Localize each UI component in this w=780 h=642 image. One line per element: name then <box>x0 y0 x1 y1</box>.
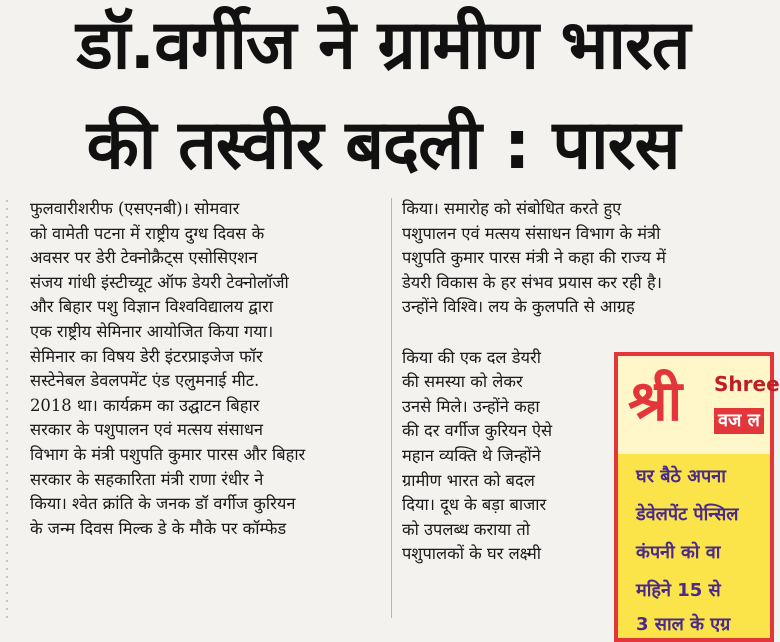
text-line: किया। श्वेत क्रांति के जनक डॉ वर्गीज कुरियन <box>30 494 296 514</box>
ad-text-line: घर बैठे अपना <box>636 466 726 487</box>
text-line: किया। समारोह को संबोधित करते हुए <box>402 199 622 218</box>
headline-line-1: डॉ.वर्गीज ने ग्रामीण भारत <box>76 6 690 85</box>
margin-divider <box>6 200 8 620</box>
text-line: को वामेती पटना में राष्ट्रीय दुग्ध दिवस के <box>30 223 265 243</box>
text-line: के जन्म दिवस मिल्क डे के मौके पर कॉम्फेड <box>30 518 287 538</box>
text-line: पशुपालकों के घर लक्ष्मी <box>402 544 542 564</box>
text-line: एक राष्ट्रीय सेमिनार आयोजित किया गया। <box>30 321 274 341</box>
text-line: की समस्या को लेकर <box>402 372 523 392</box>
article-column-1 <box>30 197 380 541</box>
headline-line-2: की तस्वीर बदली : पारस <box>86 106 680 185</box>
article-column-2-top <box>402 197 748 320</box>
ad-brand: Shree <box>714 372 780 396</box>
ad-subtitle: वज ल <box>714 408 764 434</box>
article-column-2-bottom <box>402 346 610 567</box>
text-line: दिया। दूध के बड़ा बाजार <box>402 495 547 515</box>
text-line: को उपलब्ध कराया तो <box>402 519 530 539</box>
ad-text-line: महिने 15 से <box>636 580 721 601</box>
text-line: सेमिनार का विषय डेरी इंटरप्राइजेज फॉर <box>30 346 263 366</box>
text-line: किया की एक दल डेयरी <box>402 347 541 367</box>
text-line: पशुपति कुमार पारस मंत्री ने कहा की राज्य में <box>402 248 666 268</box>
advertisement-box <box>614 352 780 642</box>
text-line: की दर वर्गीज कुरियन ऐसे <box>402 421 553 441</box>
text-line: सरकार के सहकारिता मंत्री राणा रंधीर ने <box>30 469 264 489</box>
ad-text-line: 3 साल के एग्र <box>636 614 731 635</box>
text-line: और बिहार पशु विज्ञान विश्वविद्यालय द्वारा <box>30 297 274 317</box>
text-line: विभाग के मंत्री पशुपति कुमार पारस और बिहार <box>30 444 306 464</box>
text-line: ग्रामीण भारत को बदल <box>402 470 535 490</box>
ad-text-line: डेवेलपेंट पेन्सिल <box>636 504 739 525</box>
text-line: 2018 था। कार्यक्रम का उद्घाटन बिहार <box>30 395 260 415</box>
column-divider <box>391 198 392 618</box>
text-line: संजय गांधी इंस्टीच्यूट ऑफ डेयरी टेक्नोलॉजी <box>30 272 289 292</box>
text-line: उनसे मिले। उन्होंने कहा <box>402 396 540 416</box>
text-line: अवसर पर डेरी टेक्नोक्रैट्स एसोसिएशन <box>30 248 258 268</box>
text-line: सस्टेनेबल डेवलपमेंट एंड एलुमनाई मीट. <box>30 371 260 391</box>
text-line: सरकार के पशुपालन एवं मत्सय संसाधन <box>30 420 264 440</box>
text-line: फुलवारीशरीफ (एसएनबी)। सोमवार <box>30 199 240 218</box>
text-line: डेयरी विकास के हर संभव प्रयास कर रही है। <box>402 272 662 292</box>
text-line: उन्होंने विश्वि। लय के कुलपति से आग्रह <box>402 297 635 317</box>
ad-text-line: कंपनी को वा <box>636 542 721 563</box>
ad-logo-icon: श्री <box>628 369 683 434</box>
text-line: महान व्यक्ति थे जिन्होंने <box>402 445 541 465</box>
text-line: पशुपालन एवं मत्सय संसाधन विभाग के मंत्री <box>402 223 661 243</box>
